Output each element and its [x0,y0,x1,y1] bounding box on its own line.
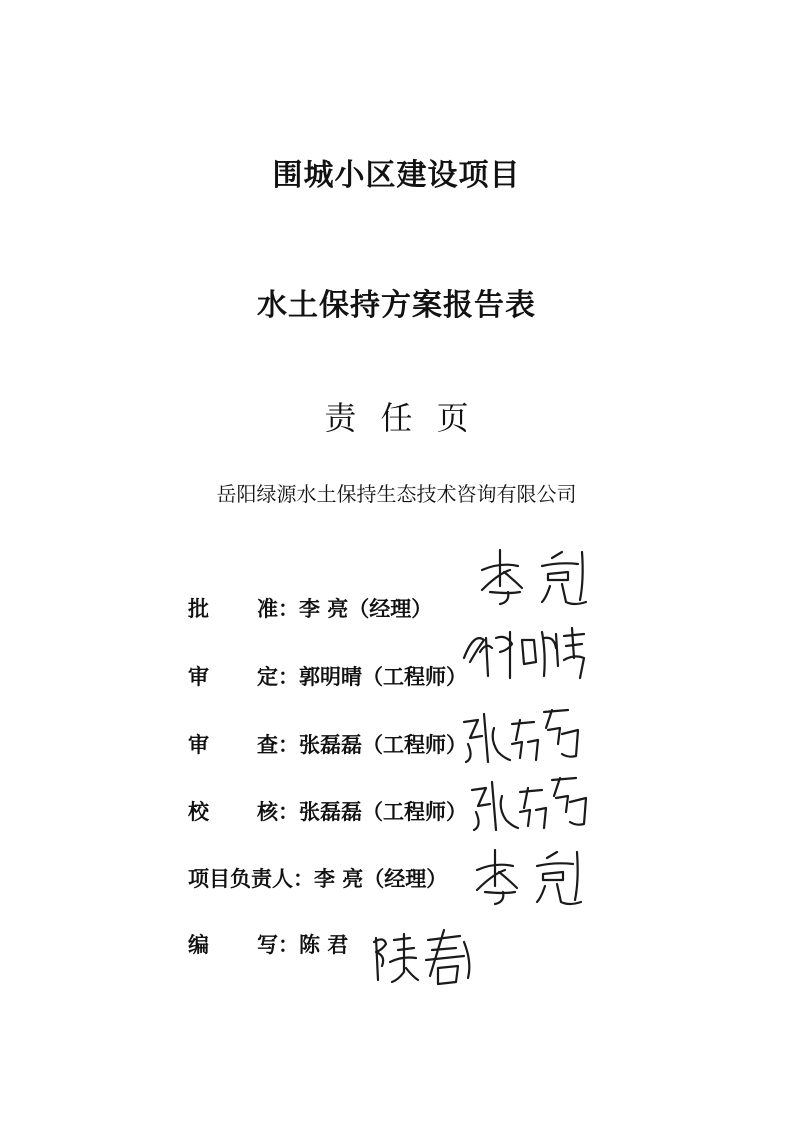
signature-chen-jun [368,922,483,992]
signature-li-liang-1 [470,540,600,610]
report-title: 水土保持方案报告表 [257,288,536,323]
role-person: 李 亮（经理） [314,867,448,891]
role-row-approve [188,593,432,623]
role-row-author [188,929,348,959]
role-colon: ： [278,665,299,689]
role-label: 审定 [188,665,278,689]
role-colon: ： [278,800,299,824]
role-label: 审查 [188,733,278,757]
page-title: 责 任 页 [324,399,469,437]
signature-zhang-leilei-2 [466,768,596,838]
role-row-check [188,796,467,826]
role-row-review-final [188,661,467,691]
signature-guo-mingqing [460,618,590,688]
role-person: 李 亮（经理） [299,597,433,621]
role-colon: ： [293,867,314,891]
role-person: 郭明晴（工程师） [299,665,467,689]
role-label: 校核 [188,800,278,824]
role-label: 编写 [188,933,278,957]
role-row-project-lead [188,863,447,893]
role-label: 批准 [188,597,278,621]
role-colon: ： [278,733,299,757]
role-person: 张磊磊（工程师） [299,733,467,757]
role-person: 张磊磊（工程师） [299,800,467,824]
company-name: 岳阳绿源水土保持生态技术咨询有限公司 [216,482,577,506]
signature-li-liang-2 [465,840,595,910]
role-person: 陈 君 [299,933,349,957]
role-colon: ： [278,597,299,621]
role-colon: ： [278,933,299,957]
role-label: 项目负责人 [188,867,293,891]
signature-zhang-leilei-1 [458,700,588,770]
project-title: 围城小区建设项目 [272,158,521,193]
role-row-review [188,729,467,759]
